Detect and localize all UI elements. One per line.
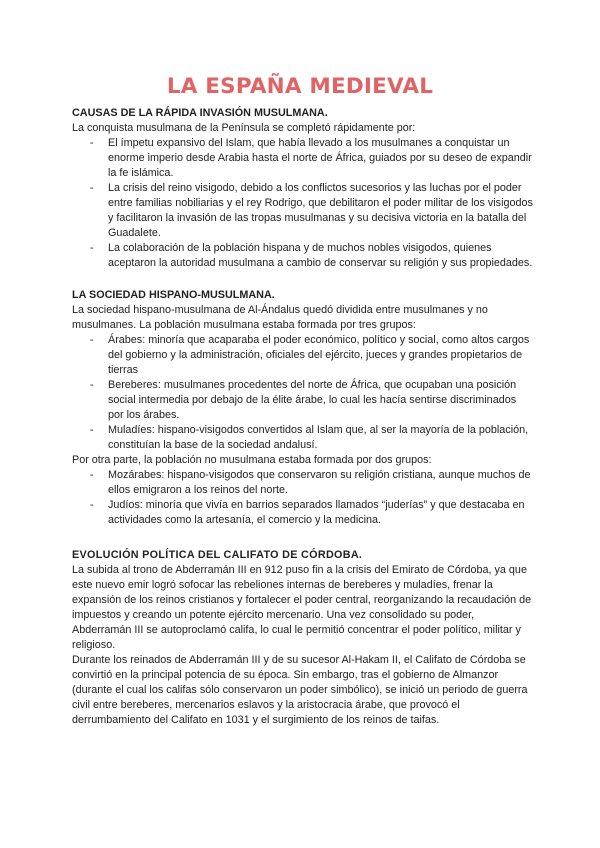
list-item-text: Árabes: minoría que acaparaba el poder económico, político y social, como altos cargos del gobierno y la administración, oficiales del ejército, jueces y grandes propietarios de tierras (108, 334, 530, 376)
list-item (72, 136, 534, 181)
list-item (72, 378, 534, 423)
bullet-dash: - (90, 424, 94, 436)
list-item-text: El ímpetu expansivo del Islam, que había llevado a los musulmanes a conquistar un enorme imperio desde Arabia hasta el norte de África, guiados por su deseo de expandir la fe islámica. (108, 137, 532, 179)
bullet-dash: - (90, 137, 94, 149)
list-item-text: Mozárabes: hispano-visigodos que conservaron su religión cristiana, aunque muchos de ellos emigraron a los reinos del norte. (108, 469, 531, 496)
bullet-dash: - (90, 334, 94, 346)
list-item (72, 468, 534, 498)
list-item-text: Bereberes: musulmanes procedentes del norte de África, que ocupaban una posición social intermedia por debajo de la élite árabe, lo cual les hacía sentirse discriminados por los árabes. (108, 379, 517, 421)
bullet-dash: - (90, 379, 94, 391)
paragraph: La subida al trono de Abderramán III en 912 puso fin a la crisis del Emirato de Córdoba, ya que este nuevo emir logró sofocar las rebeliones internas de bereberes y muladíes, frenar la expansión de los reinos cristianos y fortalecer el poder central, reorganizando la recaudación de impuestos y creando un potente ejército mercenario. Una vez consolidado su poder, Abderramán III se autoproclamó califa, lo cual le permitió concentrar el poder político, militar y religioso. (72, 564, 532, 651)
list-item-text: Judíos: minoría que vivía en barrios separados llamados “juderías” y que destacaba en actividades como la artesanía, el comercio y la medicina. (108, 499, 525, 526)
list-item (72, 423, 534, 453)
section-heading-causas: CAUSAS DE LA RÁPIDA INVASIÓN MUSULMANA. (72, 107, 328, 119)
section-heading-sociedad: LA SOCIEDAD HISPANO-MUSULMANA. (72, 289, 275, 301)
bullet-dash: - (90, 499, 94, 511)
list-item (72, 498, 534, 528)
section-intro-sociedad: La sociedad hispano-musulmana de Al-Ándalus quedó dividida entre musulmanes y no musulmanes. La población musulmana estaba formada por tres grupos: (72, 304, 488, 331)
document-body (72, 106, 534, 728)
section-intro-causas: La conquista musulmana de la Península se completó rápidamente por: (72, 122, 416, 134)
bullet-list-sociedad-musulmana (72, 333, 534, 453)
page-title: LA ESPAÑA MEDIEVAL (166, 74, 434, 99)
list-item-text: Muladíes: hispano-visigodos convertidos al Islam que, al ser la mayoría de la población, constituían la base de la sociedad andalusí. (108, 424, 529, 451)
bullet-list-sociedad-no-musulmana (72, 468, 534, 528)
list-item (72, 241, 534, 271)
list-item-text: La crisis del reino visigodo, debido a los conflictos sucesorios y las luchas por el poder entre familias nobiliarias y el rey Rodrigo, que debilitaron el poder militar de los visigodos y facilitaron la invasión de las tropas musulmanas y su decisiva victoria en la batalla del Guadalete. (108, 182, 533, 239)
section-heading-evolucion: EVOLUCIÓN POLÍTICA DEL CALIFATO DE CÓRDOBA. (72, 549, 363, 561)
list-item (72, 181, 534, 241)
bullet-dash: - (90, 469, 94, 481)
bullet-list-causas (72, 136, 534, 271)
bullet-dash: - (90, 242, 94, 254)
bullet-dash: - (90, 182, 94, 194)
list-item-text: La colaboración de la población hispana y de muchos nobles visigodos, quienes aceptaron la autoridad musulmana a cambio de conservar su religión y sus propiedades. (108, 242, 533, 269)
paragraph: Durante los reinados de Abderramán III y de su sucesor Al-Hakam II, el Califato de Córdoba se convirtió en la principal potencia de su época. Sin embargo, tras el gobierno de Almanzor (durante el cual los califas sólo conservaron un poder simbólico), se inició un periodo de guerra civil entre bereberes, mercenarios eslavos y la aristocracia árabe, que provocó el derrumbamiento del Califato en 1031 y el surgimiento de los reinos de taifas. (72, 654, 528, 726)
list-item (72, 333, 534, 378)
section-intro2-sociedad: Por otra parte, la población no musulmana estaba formada por dos grupos: (72, 454, 432, 466)
